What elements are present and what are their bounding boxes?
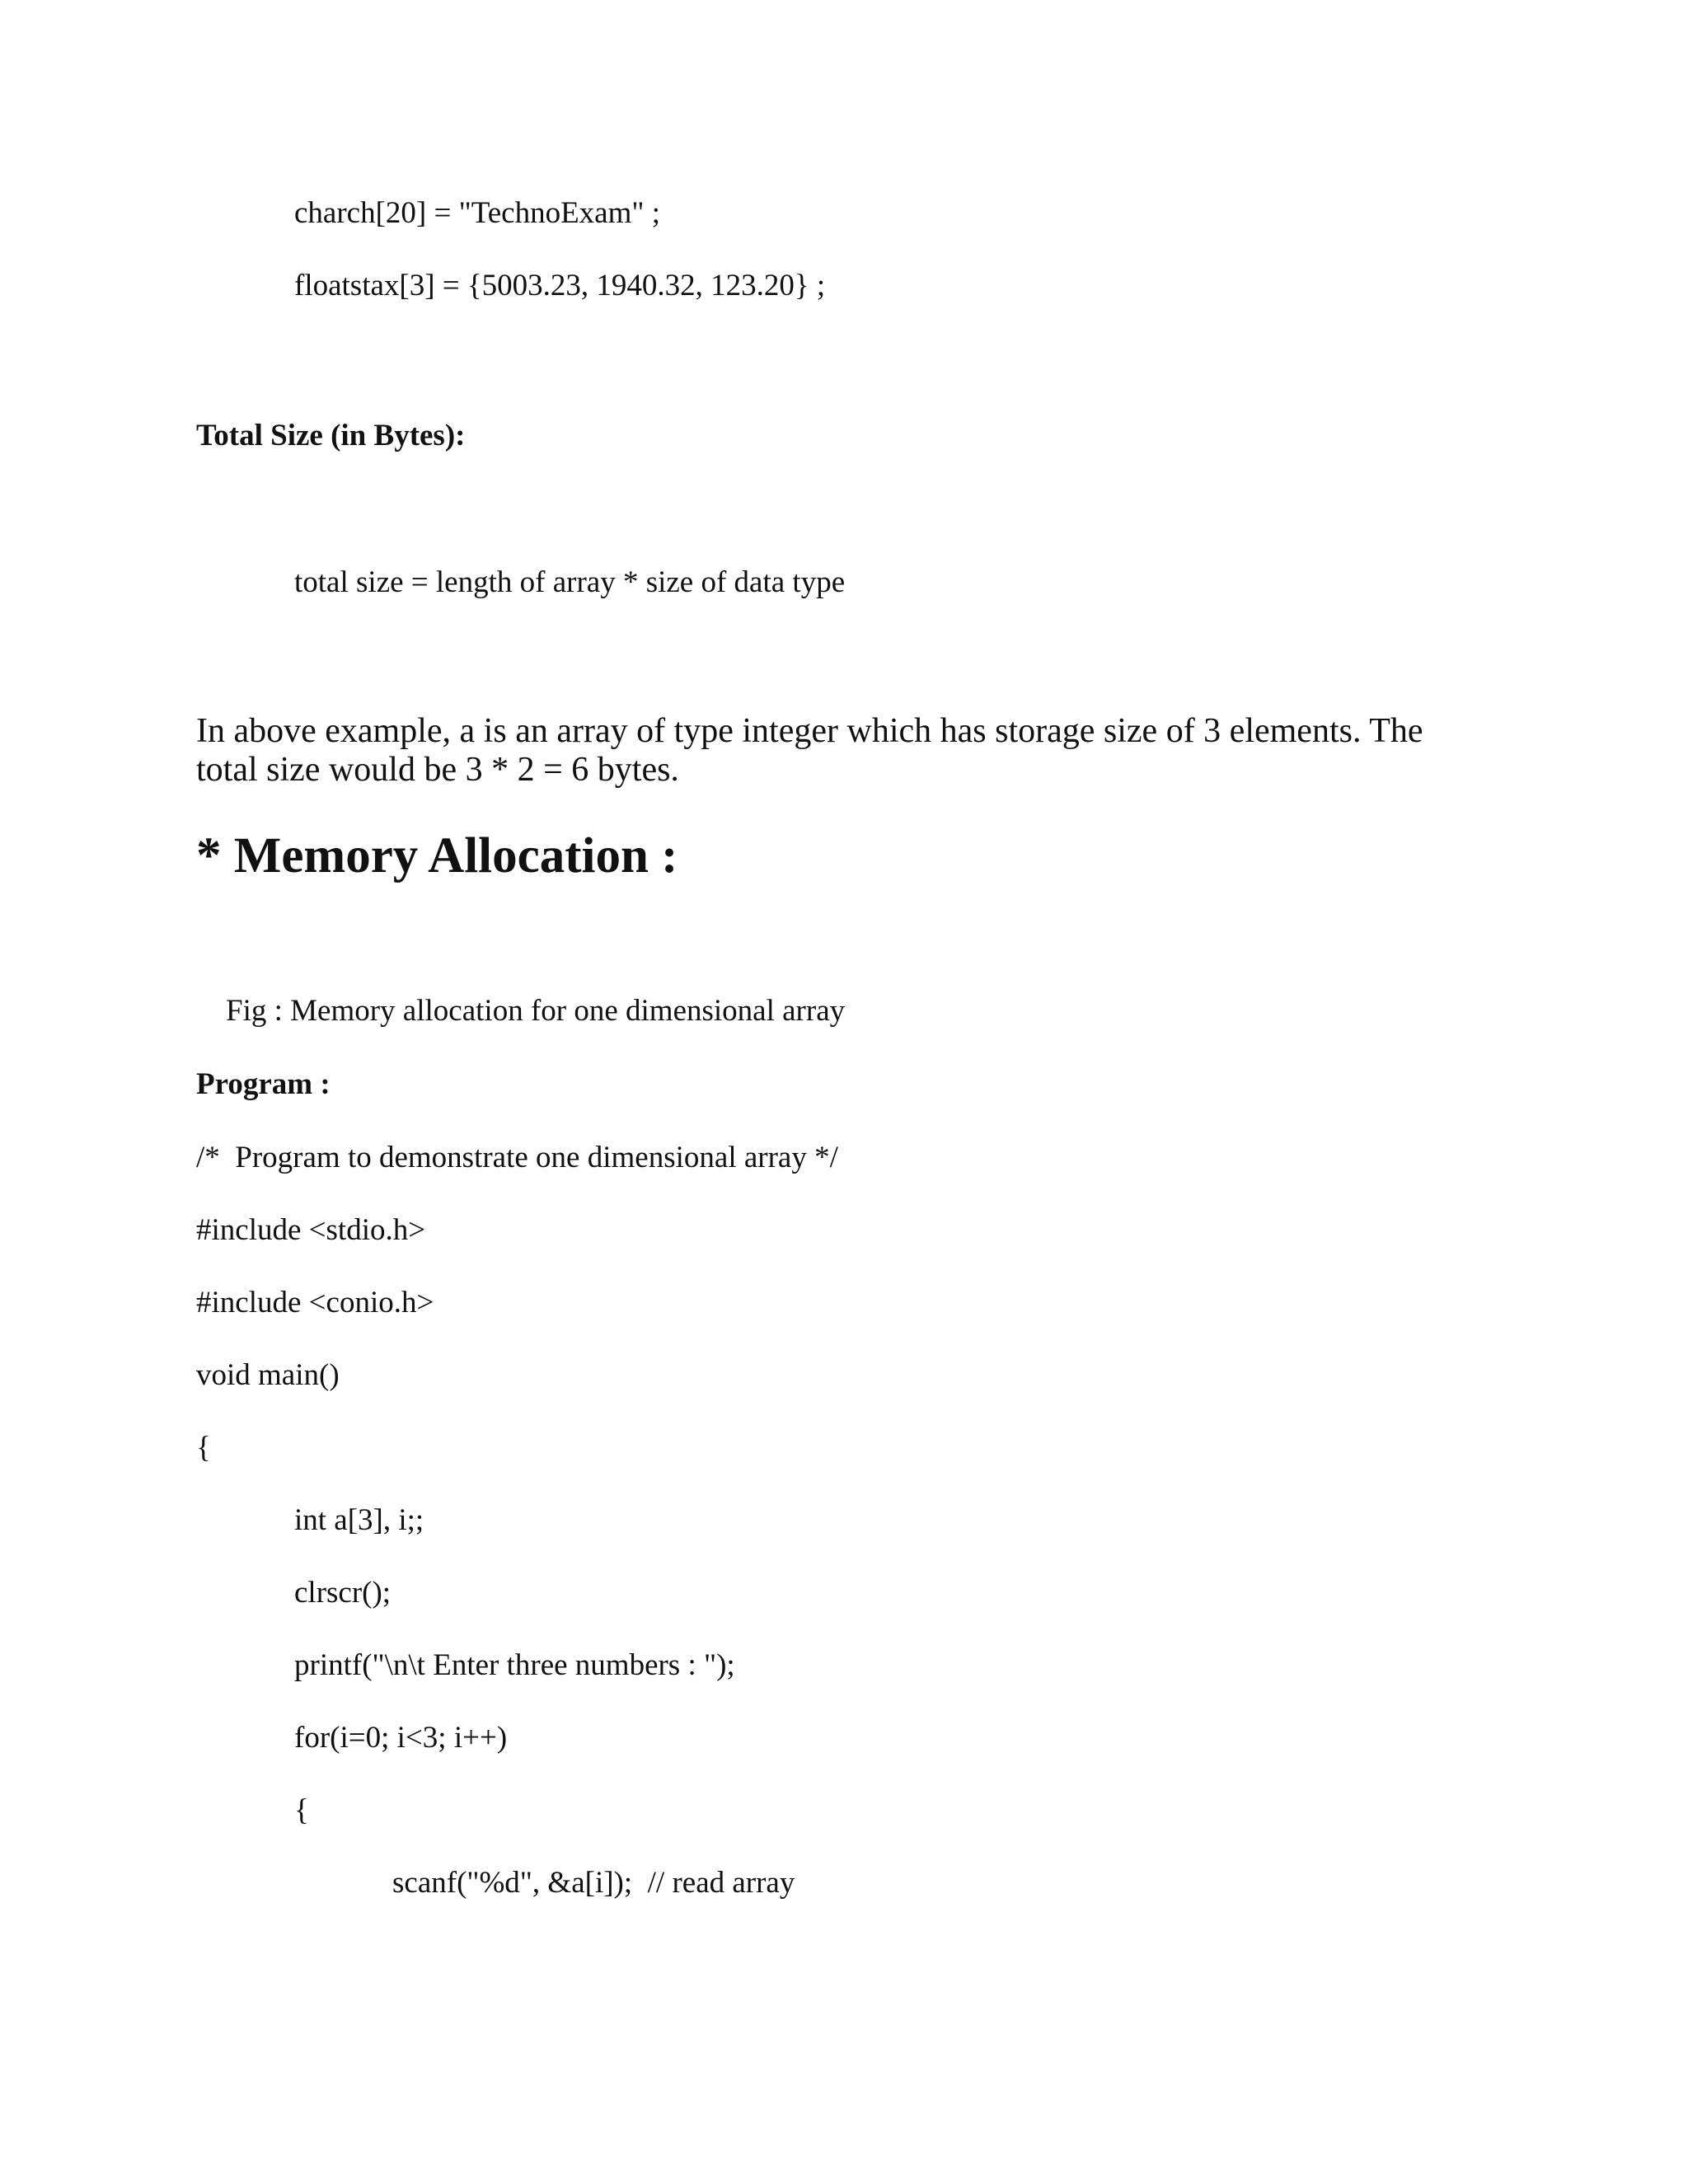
code-line: #include <stdio.h> <box>196 1213 426 1247</box>
code-line: printf("\n\t Enter three numbers : "); <box>294 1648 735 1682</box>
total-size-explanation: In above example, a is an array of type integer which has storage size of 3 elements. The total size would be 3 * 2 = 6 bytes. <box>196 712 1423 789</box>
code-line: int a[3], i;; <box>294 1503 424 1537</box>
code-line: void main() <box>196 1358 340 1392</box>
code-line: #include <conio.h> <box>196 1286 434 1319</box>
code-line: /* Program to demonstrate one dimensional array */ <box>196 1141 838 1174</box>
figure-caption: Fig : Memory allocation for one dimensional array <box>226 994 846 1028</box>
code-line: { <box>196 1431 211 1465</box>
char-array-declaration: charch[20] = "TechnoExam" ; <box>294 196 660 230</box>
program-heading: Program : <box>196 1067 331 1101</box>
code-line: { <box>294 1793 309 1827</box>
code-line: for(i=0; i<3; i++) <box>294 1721 508 1755</box>
code-line: clrscr(); <box>294 1576 392 1610</box>
memory-allocation-heading: * Memory Allocation : <box>196 828 678 883</box>
code-line: scanf("%d", &a[i]); // read array <box>392 1866 795 1900</box>
total-size-formula: total size = length of array * size of data type <box>294 565 846 599</box>
float-array-declaration: floatstax[3] = {5003.23, 1940.32, 123.20} ; <box>294 269 826 302</box>
total-size-heading: Total Size (in Bytes): <box>196 419 466 452</box>
